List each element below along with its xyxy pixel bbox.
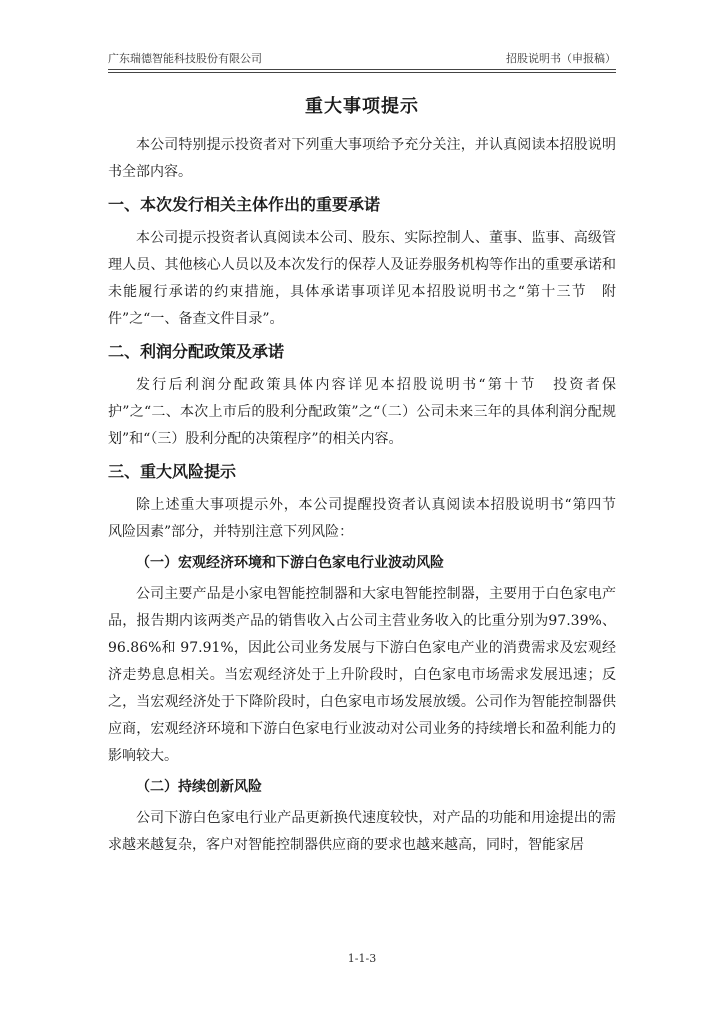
page-title: 重大事项提示 (305, 96, 419, 117)
subsection-heading-1: （一）宏观经济环境和下游白色家电行业波动风险 (136, 555, 444, 571)
page-number: 1-1-3 (347, 952, 377, 965)
section-paragraph-1: 本公司提示投资者认真阅读本公司、股东、实际控制人、董事、监事、高级管理人员、其他核心人员以及本次发行的保荐人及证券服务机构等作出的重要承诺和未能履行承诺的约束措施，具体承诺事项详见本招股说明书之“第十三节 附件”之“一、备查文件目录”。 (108, 230, 616, 327)
page-header (108, 50, 616, 70)
subsection-paragraph-2: 公司下游白色家电行业产品更新换代速度较快，对产品的功能和用途提出的需求越来越复杂，客户对智能控制器供应商的要求也越来越高，同时，智能家居 (108, 810, 616, 853)
header-company: 广东瑞德智能科技股份有限公司 (108, 52, 262, 65)
subsection-heading-2: （二）持续创新风险 (136, 779, 262, 795)
header-doc-type: 招股说明书（申报稿） (506, 52, 616, 65)
subsection-paragraph-1: 公司主要产品是小家电智能控制器和大家电智能控制器，主要用于白色家电产品，报告期内该两类产品的销售收入占公司主营业务收入的比重分别为97.39%、96.86%和 97.91%，因此公司业务发展与下游白色家电产业的消费需求及宏观经济走势息息相关。当宏观经济处于上升阶段时，白色家电市场需求发展迅速；反之，当宏观经济处于下降阶段时，白色家电市场发展放缓。公司作为智能控制器供应商，宏观经济环境和下游白色家电行业波动对公司业务的持续增长和盈利能力的影响较大。 (108, 586, 616, 764)
intro-paragraph: 本公司特别提示投资者对下列重大事项给予充分关注，并认真阅读本招股说明书全部内容。 (108, 137, 616, 180)
page-content (108, 92, 630, 859)
section-paragraph-3: 除上述重大事项提示外，本公司提醒投资者认真阅读本招股说明书“第四节 风险因素”部分，并特别注意下列风险： (108, 497, 630, 540)
section-heading-3: 三、重大风险提示 (108, 462, 237, 481)
section-paragraph-2: 发行后利润分配政策具体内容详见本招股说明书“第十节 投资者保护”之“二、本次上市后的股利分配政策”之“（二）公司未来三年的具体利润分配规划”和“（三）股利分配的决策程序”的相关内容。 (108, 377, 616, 447)
section-heading-1: 一、本次发行相关主体作出的重要承诺 (108, 195, 381, 214)
section-heading-2: 二、利润分配政策及承诺 (108, 342, 285, 361)
